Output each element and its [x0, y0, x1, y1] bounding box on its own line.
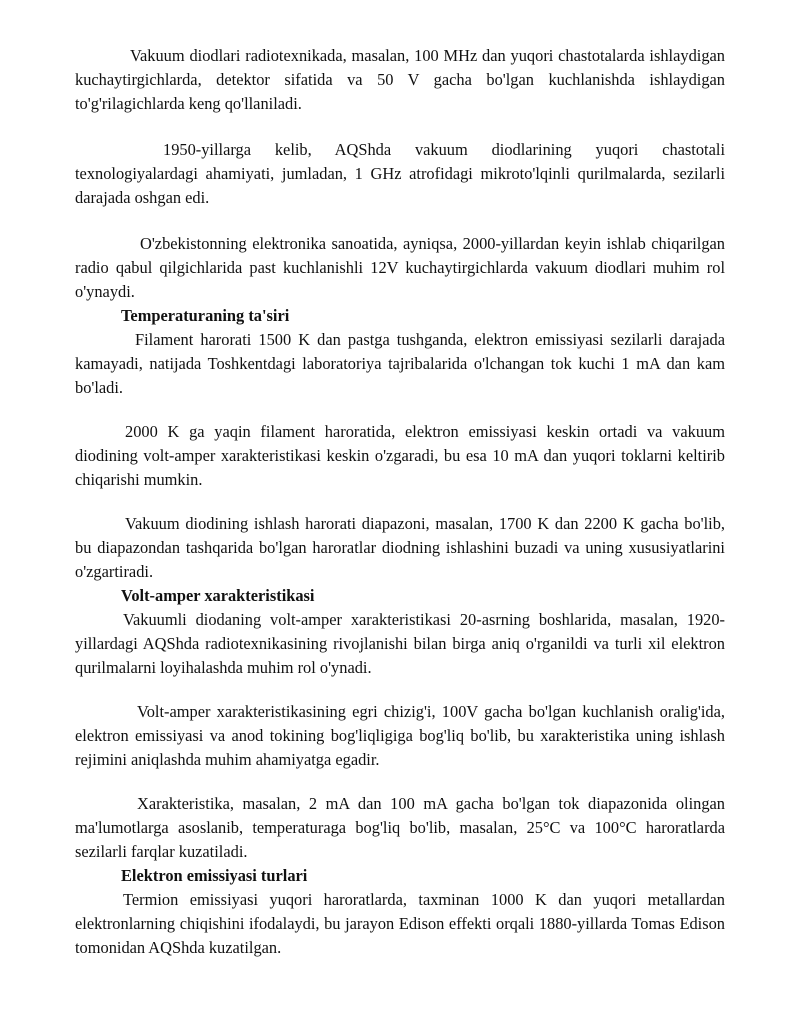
text-column: [75, 44, 725, 960]
paragraph-5: 2000 K ga yaqin filament haroratida, elektron emissiyasi keskin ortadi va vakuum diodining volt-amper xarakteristikasi keskin o'zgaradi, bu esa 10 mA dan yuqori toklarni keltirib chiqarishi mumkin.: [75, 422, 725, 489]
paragraph-4: Filament harorati 1500 K dan pastga tushganda, elektron emissiyasi sezilarli darajada kamayadi, natijada Toshkentdagi laboratoriya tajribalarida o'lchangan tok kuchi 1 mA dan kam bo'ladi.: [75, 330, 725, 397]
paragraph-6: Vakuum diodining ishlash harorati diapazoni, masalan, 1700 K dan 2200 K gacha bo'lib, bu diapazondan tashqarida bo'lgan haroratlar diodning ishlashini buzadi va uning xususiyatlarini o'zgartiradi.: [75, 514, 725, 581]
paragraph-3: O'zbekistonning elektronika sanoatida, ayniqsa, 2000-yillardan keyin ishlab chiqarilgan radio qabul qilgichlarida past kuchlanishli 12V kuchaytirgichlarda vakuum diodlari muhim rol o'ynaydi.: [75, 234, 725, 301]
paragraph-10: Termion emissiyasi yuqori haroratlarda, taxminan 1000 K dan yuqori metallardan elektronlarning chiqishini ifodalaydi, bu jarayon Edison effekti orqali 1880-yillarda Tomas Edison tomonidan AQShda kuzatilgan.: [75, 890, 725, 957]
section-heading-emission-types: Elektron emissiyasi turlari: [121, 866, 308, 885]
paragraph-1: Vakuum diodlari radiotexnikada, masalan, 100 MHz dan yuqori chastotalarda ishlaydigan kuchaytirgichlarda, detektor sifatida va 50 V gacha bo'lgan kuchlanishda ishlaydigan to'g'rilagichlarda keng qo'llaniladi.: [75, 46, 725, 113]
paragraph-8: Volt-amper xarakteristikasining egri chizig'i, 100V gacha bo'lgan kuchlanish oralig'ida, elektron emissiyasi va anod tokining bog'liqligiga bog'liq bo'lib, bu xarakteristika uning ishlash rejimini aniqlashda muhim ahamiyatga egadir.: [75, 702, 725, 769]
paragraph-2: 1950-yillarga kelib, AQShda vakuum diodlarining yuqori chastotali texnologiyalardagi ahamiyati, jumladan, 1 GHz atrofidagi mikroto'lqinli qurilmalarda, sezilarli darajada oshgan edi.: [75, 140, 725, 207]
section-heading-volt-ampere: Volt-amper xarakteristikasi: [121, 586, 315, 605]
paragraph-7: Vakuumli diodaning volt-amper xarakteristikasi 20-asrning boshlarida, masalan, 1920-yillardagi AQShda radiotexnikasining rivojlanishi bilan birga aniq o'rganildi va turli xil elektron qurilmalarni loyihalashda muhim rol o'ynadi.: [75, 610, 725, 677]
section-heading-temperature: Temperaturaning ta'siri: [121, 306, 290, 325]
paragraph-9: Xarakteristika, masalan, 2 mA dan 100 mA gacha bo'lgan tok diapazonida olingan ma'lumotlarga asoslanib, temperaturaga bog'liq bo'lib, masalan, 25°C va 100°C haroratlarda sezilarli farqlar kuzatiladi.: [75, 794, 725, 861]
